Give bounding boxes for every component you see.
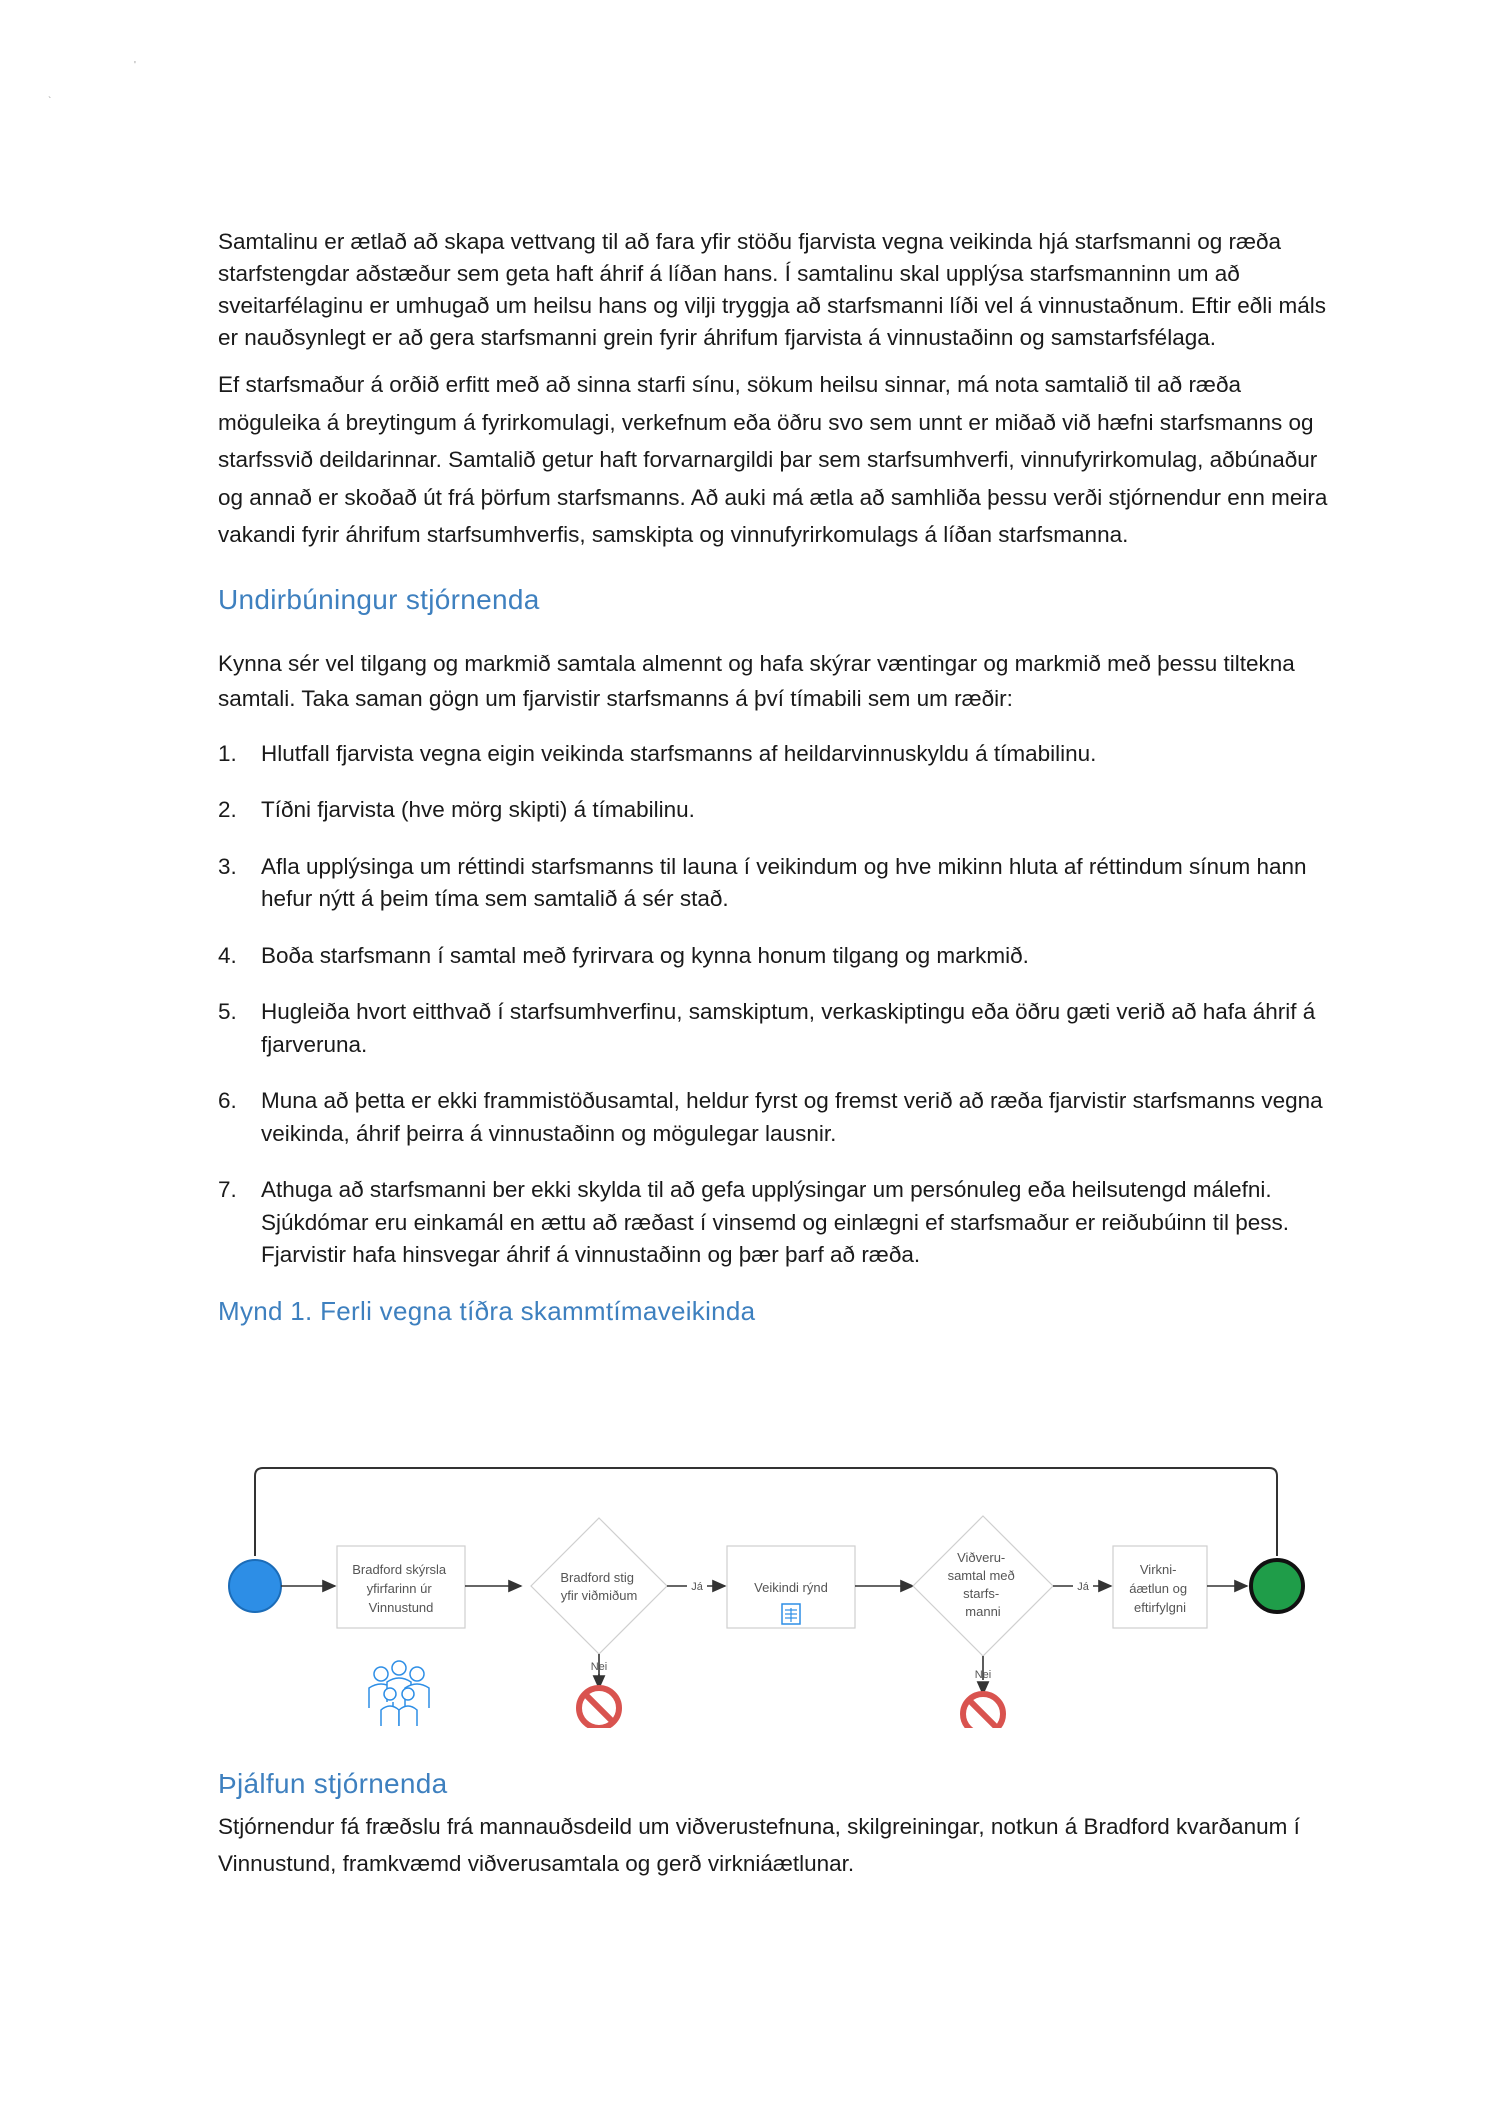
list-item: 6. Muna að þetta er ekki frammistöðusamtal, heldur fyrst og fremst verið að ræða fjarvistir starfsmanns vegna veikinda, áhrif þeirra á vinnustaðinn og mögulegar lausnir.	[218, 1088, 1323, 1146]
scan-speck: `	[48, 96, 52, 107]
list-item: 5. Hugleiða hvort eitthvað í starfsumhverfinu, samskiptum, verkaskiptingu eða öðru gæti verið að hafa áhrif á fjarveruna.	[218, 999, 1316, 1057]
preparation-intro: Kynna sér vel tilgang og markmið samtala almennt og hafa skýrar væntingar og markmið með þessu tiltekna samtali. Taka saman gögn um fjarvistir starfsmanns á því tímabili sem um ræðir:	[218, 650, 1295, 711]
diamond1-line: Bradford stig	[560, 1570, 635, 1585]
people-icon	[369, 1661, 429, 1726]
intro-paragraph: Samtalinu er ætlað að skapa vettvang til að fara yfir stöðu fjarvista vegna veikinda hjá starfsmanni og ræða starfstengdar aðstæður sem geta haft áhrif á líðan hans. Í samtalinu skal upplýsa starfsmanninn um að sveitarfélaginu er umhugað um heilsu hans og vilji tryggja að starfsmanni líði vel á vinnustaðnum. Eftir eðli máls er nauðsynlegt er að gera starfsmanni grein fyrir áhrifum fjarvista á vinnustaðinn og samstarfsfélaga.	[218, 229, 1327, 350]
figure-caption: Mynd 1. Ferli vegna tíðra skammtímaveikinda	[218, 1295, 756, 1326]
yes-label: Já	[691, 1581, 703, 1593]
heading-thjalfun: Þjálfun stjórnenda	[218, 1768, 448, 1799]
list-item: 2. Tíðni fjarvista (hve mörg skipti) á tímabilinu.	[218, 797, 695, 822]
prohibited-icon	[579, 1688, 619, 1728]
preparation-list	[218, 738, 1338, 1272]
box1-line: yfirfarinn úr	[366, 1581, 432, 1596]
box3-line: eftirfylgni	[1133, 1600, 1187, 1615]
yes-label: Já	[1077, 1581, 1089, 1593]
diamond1-line: yfir viðmiðum	[560, 1588, 638, 1603]
loop-connector	[255, 1468, 1277, 1556]
no-label: Nei	[974, 1669, 992, 1681]
start-node	[229, 1560, 281, 1612]
health-paragraph: Ef starfsmaður á orðið erfitt með að sinna starfi sínu, sökum heilsu sinnar, má nota samtalið til að ræða möguleika á breytingum á fyrirkomulagi, verkefnum eða öðru svo sem unnt er miðað við hæfni starfsmanns og starfssvið deildarinnar. Samtalið getur haft forvarnargildi þar sem starfsumhverfi, vinnufyrirkomulag, aðbúnaður og annað er skoðað út frá þörfum starfsmanns. Að auki má ætla að samhliða þessu verði stjórnendur enn meira vakandi fyrir áhrifum starfsumhverfis, samskipta og vinnufyrirkomulags á líðan starfsmanna.	[218, 372, 1328, 547]
list-item: 4. Boða starfsmann í samtal með fyrirvara og kynna honum tilgang og markmið.	[218, 942, 1029, 968]
end-node	[1251, 1560, 1303, 1612]
box1-line: Bradford skýrsla	[352, 1562, 447, 1577]
document-body	[218, 226, 1338, 1327]
process-flow-diagram	[225, 1458, 1325, 1728]
decision-bradford-score	[531, 1518, 667, 1654]
box3-line: áætlun og	[1129, 1581, 1188, 1596]
diamond2-line: manni	[965, 1604, 1001, 1619]
no-label: Nei	[590, 1661, 608, 1673]
box1-line: Vinnustund	[368, 1600, 434, 1615]
box3-line: Virkni-	[1139, 1562, 1177, 1577]
scan-speck: '	[134, 60, 136, 71]
heading-undirbuningur: Undirbúningur stjórnenda	[218, 583, 540, 615]
training-paragraph: Stjórnendur fá fræðslu frá mannauðsdeild um viðverustefnuna, skilgreiningar, notkun á Bradford kvarðanum í Vinnustund, framkvæmd viðverusamtala og gerð virkniáætlunar.	[218, 1814, 1300, 1876]
list-item: 3. Afla upplýsinga um réttindi starfsmanns til launa í veikindum og hve mikinn hluta af réttindum sínum hann hefur nýtt á þeim tíma sem samtalið á sér stað.	[218, 853, 1307, 911]
spreadsheet-icon	[782, 1604, 800, 1624]
diamond2-line: Viðveru-	[957, 1550, 1006, 1565]
diamond2-line: samtal með	[947, 1568, 1015, 1583]
prohibited-icon	[963, 1694, 1003, 1728]
list-item: 7. Athuga að starfsmanni ber ekki skylda til að gefa upplýsingar um persónuleg eða heilsutengd málefni. Sjúkdómar eru einkamál en ættu að ræðast í vinsemd og einlægni ef starfsmaður er reiðubúinn til þess. Fjarvistir hafa hinsvegar áhrif á vinnustaðinn og þær þarf að ræða.	[218, 1177, 1290, 1267]
list-item: 1. Hlutfall fjarvista vegna eigin veikinda starfsmanns af heildarvinnuskyldu á tímabilinu.	[218, 740, 1097, 766]
diamond2-line: starfs-	[963, 1586, 1000, 1601]
box2-label: Veikindi rýnd	[754, 1580, 828, 1595]
